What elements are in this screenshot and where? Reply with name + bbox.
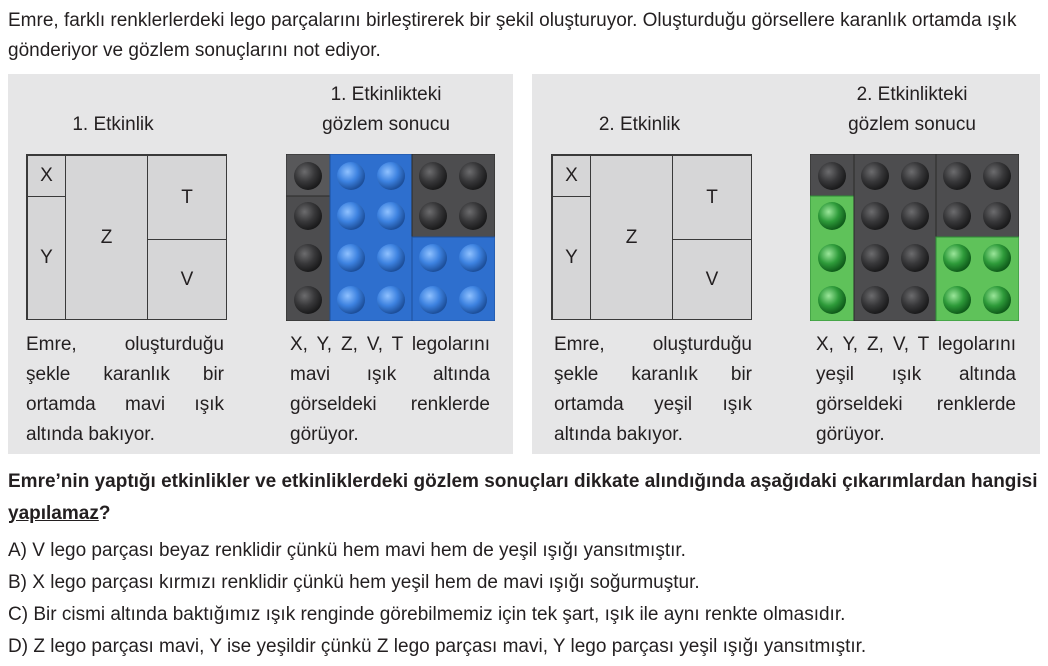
option-a[interactable] xyxy=(8,535,1043,567)
piece-z: Z xyxy=(65,155,148,320)
question-end: ? xyxy=(98,503,111,524)
option-b[interactable] xyxy=(8,567,1043,599)
option-letter: B) xyxy=(8,572,27,593)
piece-t: T xyxy=(672,155,752,240)
activity-1-result-title-line2: gözlem sonucu xyxy=(322,114,450,135)
piece-t: T xyxy=(147,155,227,240)
intro-text: Emre, farklı renklerlerdeki lego parçalarını birleştirerek bir şekil oluşturuyor. Oluşturduğu görsellere karanlık ortamda ışık gönderiyor ve gözlem sonuçlarını not ediyor. xyxy=(8,10,1017,61)
activity-2-result-title-line1: 2. Etkinlikteki xyxy=(856,84,968,105)
activity-2-title: 2. Etkinlik xyxy=(598,114,681,135)
activity-1-title: 1. Etkinlik xyxy=(72,114,154,135)
activity-2-panel xyxy=(532,74,1040,454)
activity-2-description: Emre, oluşturduğu şekle karanlık bir ortamda yeşil ışık altında bakıyor. xyxy=(554,334,752,445)
piece-y: Y xyxy=(552,196,591,320)
option-text: Bir cismi altında baktığımız ışık renginde görebilmemiz için tek şart, ışık ile aynı renkte olmasıdır. xyxy=(33,604,846,625)
activity-2-observation-image xyxy=(810,154,1019,321)
activity-1-lego-diagram xyxy=(26,154,227,320)
question-stem: Emre’nin yaptığı etkinlikler ve etkinliklerdeki gözlem sonuçları dikkate alındığında aşağıdaki çıkarımlardan hangisi xyxy=(8,471,1038,492)
question-emphasis: yapılamaz xyxy=(8,503,99,524)
activity-1-result-title-line1: 1. Etkinlikteki xyxy=(330,84,442,105)
option-d[interactable] xyxy=(8,631,1043,663)
activity-2-lego-diagram xyxy=(551,154,752,320)
activity-1-description: Emre, oluşturduğu şekle karanlık bir ortamda mavi ışık altında bakıyor. xyxy=(26,334,224,445)
option-letter: D) xyxy=(8,636,29,657)
activity-2-result-title-line2: gözlem sonucu xyxy=(848,114,976,135)
option-letter: A) xyxy=(8,540,27,561)
piece-y: Y xyxy=(27,196,66,320)
piece-v: V xyxy=(147,239,227,320)
answer-options xyxy=(8,535,1043,663)
option-letter: C) xyxy=(8,604,29,625)
activity-1-panel xyxy=(8,74,513,454)
activity-2-result-description: X, Y, Z, V, T legolarını yeşil ışık altında görseldeki renklerde görüyor. xyxy=(816,334,1016,445)
option-text: Z lego parçası mavi, Y ise yeşildir çünkü Z lego parçası mavi, Y lego parçası yeşil ışığı yansıtmıştır. xyxy=(33,636,867,657)
activity-1-result-description: X, Y, Z, V, T legolarını mavi ışık altında görseldeki renklerde görüyor. xyxy=(290,334,490,445)
option-text: V lego parçası beyaz renklidir çünkü hem mavi hem de yeşil ışığı yansıtmıştır. xyxy=(32,540,686,561)
activity-1-observation-image xyxy=(286,154,495,321)
piece-v: V xyxy=(672,239,752,320)
piece-x: X xyxy=(27,155,66,197)
piece-x: X xyxy=(552,155,591,197)
option-c[interactable] xyxy=(8,599,1043,631)
option-text: X lego parçası kırmızı renklidir çünkü hem yeşil hem de mavi ışığı soğurmuştur. xyxy=(32,572,700,593)
question-text xyxy=(8,466,1040,530)
piece-z: Z xyxy=(590,155,673,320)
